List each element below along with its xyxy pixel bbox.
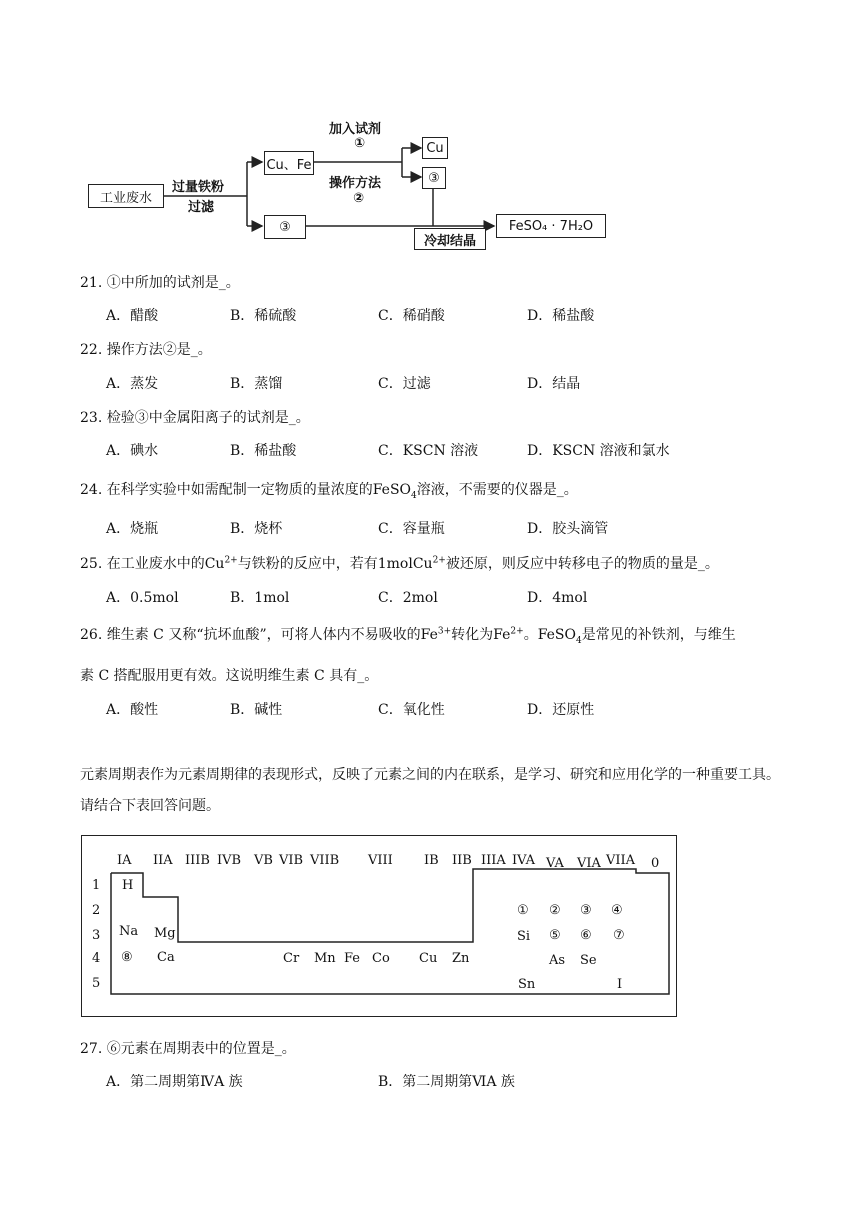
q22-option-d[interactable]: D．结晶 xyxy=(527,376,581,392)
question-25 xyxy=(80,553,719,573)
question-text-b: 与铁粉的反应中，若有 xyxy=(237,556,378,572)
group-VIB: VIB xyxy=(279,853,304,868)
group-IVA: IVA xyxy=(512,853,536,868)
question-23 xyxy=(80,407,310,427)
group-VA: VA xyxy=(546,856,564,871)
flowchart xyxy=(0,0,860,260)
q22-option-a[interactable]: A．蒸发 xyxy=(106,376,159,392)
ion-1-charge: 3+ xyxy=(437,626,452,637)
operation-number: ② xyxy=(353,191,365,206)
q25-option-a[interactable]: A．0.5mol xyxy=(106,590,179,606)
formula-subscript: 4 xyxy=(411,490,417,501)
group-VIIB: VIIB xyxy=(310,853,340,868)
q27-option-a[interactable]: A．第二周期第ⅣA 族 xyxy=(106,1074,243,1090)
q26-option-d[interactable]: D．还原性 xyxy=(527,702,595,718)
formula: FeSO xyxy=(372,482,412,498)
cu-fe-box: Cu、Fe xyxy=(264,151,314,175)
element-Sn: Sn xyxy=(518,977,536,992)
element-Na: Na xyxy=(119,924,139,939)
reagent-number: ① xyxy=(354,136,366,151)
question-text-c: 。 xyxy=(523,627,538,643)
q23-option-d[interactable]: D．KSCN 溶液和氯水 xyxy=(527,443,670,459)
periodic-table xyxy=(81,835,677,1017)
filtrate-top-box: ③ xyxy=(422,167,446,189)
q23-option-a[interactable]: A．碘水 xyxy=(106,443,159,459)
question-text: 检验③中金属阳离子的试剂是_。 xyxy=(106,410,310,426)
ion-1: Cu xyxy=(204,556,225,572)
ion-2: Fe xyxy=(493,627,511,643)
group-IB: IB xyxy=(424,853,439,868)
element-Zn: Zn xyxy=(452,951,470,966)
industrial-wastewater-box: 工业废水 xyxy=(88,184,164,208)
period-2: 2 xyxy=(92,903,101,918)
ion-2-charge: 2+ xyxy=(510,626,524,637)
q24-option-b[interactable]: B．烧杯 xyxy=(230,521,283,537)
question-text: ①中所加的试剂是_。 xyxy=(106,275,240,291)
q23-option-c[interactable]: C．KSCN 溶液 xyxy=(378,443,479,459)
question-number: 27. xyxy=(80,1041,103,1057)
q24-option-a[interactable]: A．烧瓶 xyxy=(106,521,159,537)
filtrate-bottom-box: ③ xyxy=(264,215,306,239)
question-text: 操作方法②是_。 xyxy=(106,342,212,358)
question-24 xyxy=(80,479,578,501)
q22-option-c[interactable]: C．过滤 xyxy=(378,376,431,392)
q21-option-a[interactable]: A．醋酸 xyxy=(106,308,159,324)
ion-1: Fe xyxy=(420,627,438,643)
flowchart-lines xyxy=(0,0,860,260)
q23-option-b[interactable]: B．稀盐酸 xyxy=(230,443,297,459)
question-number: 23. xyxy=(80,410,103,426)
group-VIII: VIII xyxy=(368,853,393,868)
group-IIA: IIA xyxy=(153,853,173,868)
q26-option-b[interactable]: B．碱性 xyxy=(230,702,283,718)
element-1: ① xyxy=(517,903,529,918)
crystallize-box: 冷却结晶 xyxy=(414,228,486,250)
period-4: 4 xyxy=(92,951,101,966)
group-IIIB: IIIB xyxy=(185,853,210,868)
question-text: ⑥元素在周期表中的位置是_。 xyxy=(106,1041,296,1057)
element-Mn: Mn xyxy=(314,951,336,966)
q24-option-c[interactable]: C．容量瓶 xyxy=(378,521,445,537)
question-number: 25. xyxy=(80,556,103,572)
element-Si: Si xyxy=(517,929,531,944)
group-VIIA: VIIA xyxy=(606,853,636,868)
q25-option-d[interactable]: D．4mol xyxy=(527,590,588,606)
formula: FeSO xyxy=(537,627,576,643)
q21-option-b[interactable]: B．稀硫酸 xyxy=(230,308,297,324)
q21-option-c[interactable]: C．稀硝酸 xyxy=(378,308,445,324)
product-box: FeSO₄ · 7H₂O xyxy=(496,214,606,238)
period-1: 1 xyxy=(92,878,101,893)
element-Fe: Fe xyxy=(344,951,361,966)
question-text-a: 在工业废水中的 xyxy=(106,556,205,572)
q26-option-a[interactable]: A．酸性 xyxy=(106,702,159,718)
question-22 xyxy=(80,339,212,359)
q25-option-c[interactable]: C．2mol xyxy=(378,590,438,606)
element-Cu: Cu xyxy=(419,951,438,966)
element-Ca: Ca xyxy=(157,950,175,965)
intro-paragraph: 元素周期表作为元素周期律的表现形式，反映了元素之间的内在联系，是学习、研究和应用化学的一种重要工具。请结合下表回答问题。 xyxy=(80,767,780,814)
group-VIA: VIA xyxy=(577,856,601,871)
question-text-b: 转化为 xyxy=(451,627,494,643)
question-text-a: 在科学实验中如需配制一定物质的量浓度的 xyxy=(106,482,373,498)
group-VB: VB xyxy=(254,853,273,868)
element-Co: Co xyxy=(372,951,390,966)
question-text-b: 溶液，不需要的仪器是_。 xyxy=(416,482,578,498)
question-number: 21. xyxy=(80,275,103,291)
question-26-line-2: 素 C 搭配服用更有效。这说明维生素 C 具有_。 xyxy=(80,668,379,684)
element-Cr: Cr xyxy=(283,951,300,966)
question-number: 24. xyxy=(80,482,103,498)
q26-option-c[interactable]: C．氧化性 xyxy=(378,702,445,718)
element-7: ⑦ xyxy=(613,928,625,943)
element-4: ④ xyxy=(611,903,623,918)
ion-2: 1molCu xyxy=(377,556,433,572)
iron-powder-label: 过量铁粉 xyxy=(172,180,225,195)
q24-option-d[interactable]: D．胶头滴管 xyxy=(527,521,609,537)
element-Mg: Mg xyxy=(154,926,176,941)
question-text-c: 被还原，则反应中转移电子的物质的量是_。 xyxy=(445,556,719,572)
reagent-label: 加入试剂 xyxy=(329,122,382,137)
question-number: 22. xyxy=(80,342,103,358)
element-6: ⑥ xyxy=(580,928,592,943)
element-2: ② xyxy=(549,903,561,918)
element-5: ⑤ xyxy=(549,928,561,943)
group-IIIA: IIIA xyxy=(481,853,506,868)
group-IVB: IVB xyxy=(217,853,242,868)
q25-option-b[interactable]: B．1mol xyxy=(230,590,290,606)
element-H: H xyxy=(122,878,134,893)
element-8: ⑧ xyxy=(121,950,133,965)
q22-option-b[interactable]: B．蒸馏 xyxy=(230,376,283,392)
group-0: 0 xyxy=(651,856,660,871)
element-Se: Se xyxy=(580,953,597,968)
question-26 xyxy=(80,624,736,646)
ion-1-charge: 2+ xyxy=(224,555,238,566)
formula-subscript: 4 xyxy=(576,635,582,646)
element-I: I xyxy=(617,977,623,992)
group-IIB: IIB xyxy=(452,853,472,868)
question-number: 26. xyxy=(80,627,103,643)
q27-option-b[interactable]: B．第二周期第ⅥA 族 xyxy=(378,1074,515,1090)
question-text-a: 维生素 C 又称“抗坏血酸”，可将人体内不易吸收的 xyxy=(106,627,421,643)
element-3: ③ xyxy=(580,903,592,918)
question-27 xyxy=(80,1038,296,1058)
group-IA: IA xyxy=(117,853,132,868)
cu-box: Cu xyxy=(422,137,448,159)
operation-label: 操作方法 xyxy=(329,176,382,191)
q21-option-d[interactable]: D．稀盐酸 xyxy=(527,308,595,324)
filter-label: 过滤 xyxy=(188,200,215,215)
period-3: 3 xyxy=(92,928,101,943)
element-As: As xyxy=(549,953,566,968)
ion-2-charge: 2+ xyxy=(432,555,446,566)
question-text-d: 是常见的补铁剂，与维生 xyxy=(581,627,736,643)
question-21 xyxy=(80,272,240,292)
period-5: 5 xyxy=(92,976,101,991)
